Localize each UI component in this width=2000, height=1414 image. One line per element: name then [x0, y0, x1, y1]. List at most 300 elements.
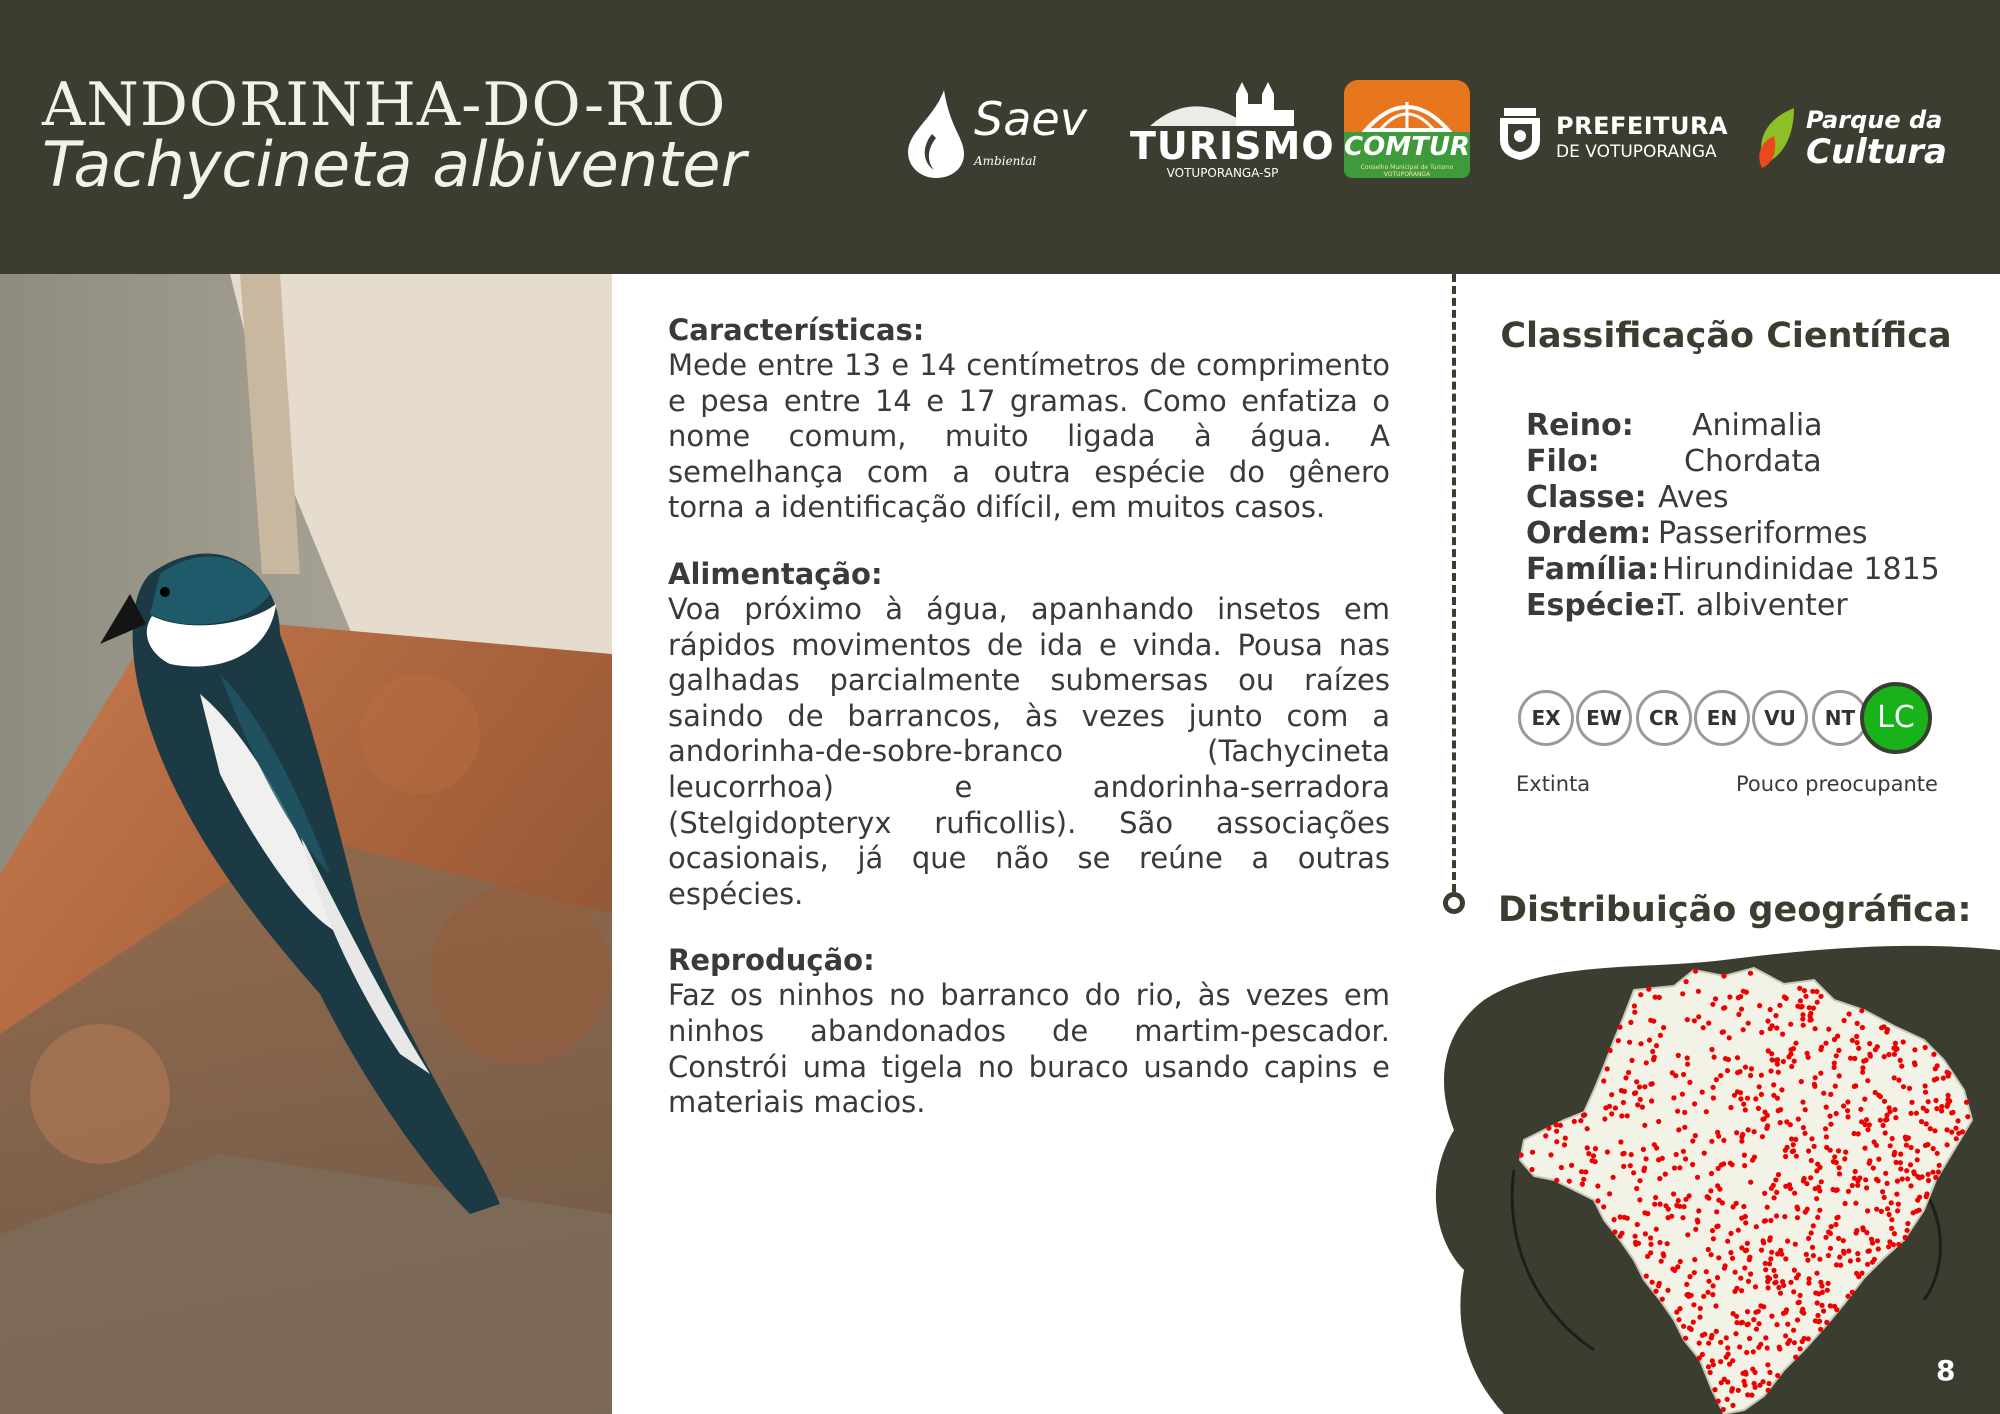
- distribution-point: [1845, 1294, 1850, 1299]
- distribution-point: [1704, 1269, 1709, 1274]
- distribution-point: [1629, 1152, 1634, 1157]
- distribution-point: [1853, 1169, 1858, 1174]
- distribution-point: [1743, 1214, 1748, 1219]
- distribution-point: [1908, 1162, 1913, 1167]
- class-row-reino: [1526, 408, 1940, 444]
- distribution-point: [1833, 1222, 1838, 1227]
- distribution-point: [1652, 1202, 1657, 1207]
- distribution-point: [1709, 1047, 1714, 1052]
- distribution-point: [1748, 1271, 1753, 1276]
- distribution-point: [1633, 1090, 1638, 1095]
- distribution-point: [1653, 995, 1658, 1000]
- distribution-point: [1543, 1133, 1548, 1138]
- classification-title: Classificação Científica: [1500, 316, 1952, 356]
- distribution-point: [1833, 1188, 1838, 1193]
- distribution-point: [1617, 1025, 1622, 1030]
- distribution-point: [1749, 1393, 1754, 1398]
- distribution-point: [1682, 1125, 1687, 1130]
- distribution-point: [1685, 1017, 1690, 1022]
- distribution-point: [1826, 1281, 1831, 1286]
- distribution-point: [1892, 1152, 1897, 1157]
- distribution-point: [1788, 1122, 1793, 1127]
- distribution-point: [1917, 1208, 1922, 1213]
- distribution-point: [1898, 1160, 1903, 1165]
- distribution-point: [1743, 1107, 1748, 1112]
- distribution-point: [1931, 1146, 1936, 1151]
- distribution-point: [1632, 1003, 1637, 1008]
- distribution-point: [1634, 1079, 1639, 1084]
- distribution-point: [1685, 1232, 1690, 1237]
- distribution-point: [1706, 1279, 1711, 1284]
- distribution-point: [1801, 1125, 1806, 1130]
- distribution-point: [1728, 1250, 1733, 1255]
- distribution-point: [1754, 1327, 1759, 1332]
- distribution-point: [1759, 1248, 1764, 1253]
- distribution-point: [1692, 1018, 1697, 1023]
- distribution-point: [1828, 1092, 1833, 1097]
- distribution-point: [1905, 1176, 1910, 1181]
- distribution-point: [1876, 1157, 1881, 1162]
- distribution-point: [1898, 1152, 1903, 1157]
- distribution-point: [1798, 1346, 1803, 1351]
- distribution-point: [1746, 1021, 1751, 1026]
- distribution-point: [1895, 1208, 1900, 1213]
- parque-da-cultura-logo: [1754, 104, 1964, 174]
- distribution-point: [1841, 1249, 1846, 1254]
- distribution-point: [1728, 1231, 1733, 1236]
- distribution-point: [1763, 1218, 1768, 1223]
- distribution-point: [1819, 1303, 1824, 1308]
- distribution-point: [1659, 1259, 1664, 1264]
- distribution-point: [1778, 1120, 1783, 1125]
- distribution-point: [1781, 1311, 1786, 1316]
- distribution-point: [1898, 1166, 1903, 1171]
- distribution-point: [1753, 1284, 1758, 1289]
- distribution-point: [1678, 1259, 1683, 1264]
- header-bar: [0, 0, 2000, 274]
- distribution-point: [1946, 1073, 1951, 1078]
- distribution-point: [1685, 1055, 1690, 1060]
- distribution-point: [1773, 1177, 1778, 1182]
- distribution-point: [1591, 1153, 1596, 1158]
- distribution-point: [1773, 1280, 1778, 1285]
- distribution-point: [1796, 1117, 1801, 1122]
- distribution-point: [1648, 1018, 1653, 1023]
- distribution-point: [1761, 1304, 1766, 1309]
- distribution-point: [1776, 1285, 1781, 1290]
- distribution-point: [1759, 1073, 1764, 1078]
- distribution-point: [1889, 1217, 1894, 1222]
- distribution-point: [1770, 1023, 1775, 1028]
- distribution-point: [1562, 1142, 1567, 1147]
- distribution-point: [1627, 1040, 1632, 1045]
- class-key: Classe:: [1526, 480, 1647, 515]
- distribution-point: [1717, 1187, 1722, 1192]
- distribution-point: [1721, 973, 1726, 978]
- distribution-point: [1937, 1163, 1942, 1168]
- distribution-point: [1861, 1227, 1866, 1232]
- distribution-point: [1947, 1098, 1952, 1103]
- distribution-point: [1828, 1246, 1833, 1251]
- distribution-point: [1730, 1256, 1735, 1261]
- distribution-point: [1695, 1175, 1700, 1180]
- turismo-brand-text: TURISMO: [1130, 124, 1335, 168]
- distribution-point: [1821, 1091, 1826, 1096]
- distribution-point: [1693, 969, 1698, 974]
- distribution-point: [1548, 1152, 1553, 1157]
- class-key: Espécie:: [1526, 588, 1667, 623]
- distribution-point: [1818, 1047, 1823, 1052]
- distribution-point: [1924, 1121, 1929, 1126]
- distribution-point: [1760, 1134, 1765, 1139]
- distribution-point: [1956, 1131, 1961, 1136]
- distribution-point: [1644, 1156, 1649, 1161]
- distribution-point: [1935, 1151, 1940, 1156]
- distribution-point: [1878, 1118, 1883, 1123]
- distribution-point: [1892, 1231, 1897, 1236]
- distribution-point: [1730, 1403, 1735, 1408]
- distribution-point: [1824, 1320, 1829, 1325]
- distribution-point: [1621, 1100, 1626, 1105]
- distribution-point: [1934, 1076, 1939, 1081]
- distribution-point: [1850, 1183, 1855, 1188]
- distribution-point: [1813, 1026, 1818, 1031]
- distribution-point: [1926, 1178, 1931, 1183]
- distribution-point: [1848, 1056, 1853, 1061]
- distribution-point: [1711, 1236, 1716, 1241]
- distribution-point: [1817, 1257, 1822, 1262]
- distribution-point: [1794, 1154, 1799, 1159]
- distribution-point: [1650, 1081, 1655, 1086]
- distribution-point: [1837, 1165, 1842, 1170]
- status-ex: EX: [1518, 690, 1574, 746]
- distribution-point: [1729, 1388, 1734, 1393]
- distribution-point: [1776, 1172, 1781, 1177]
- distribution-point: [1710, 1292, 1715, 1297]
- distribution-point: [1748, 1180, 1753, 1185]
- distribution-point: [1865, 1262, 1870, 1267]
- distribution-point: [1823, 1041, 1828, 1046]
- distribution-point: [1809, 1158, 1814, 1163]
- distribution-point: [1722, 1266, 1727, 1271]
- distribution-point: [1613, 1105, 1618, 1110]
- section-body: Faz os ninhos no barranco do rio, às vezes em ninhos abandonados de martim-pescador. Constrói uma tigela no buraco usando capins e materiais macios.: [668, 978, 1390, 1120]
- parque-line2-text: Cultura: [1806, 132, 1947, 172]
- distribution-point: [1884, 1029, 1889, 1034]
- distribution-point: [1714, 1209, 1719, 1214]
- distribution-point: [1676, 1317, 1681, 1322]
- distribution-point: [1734, 1130, 1739, 1135]
- distribution-point: [1815, 1300, 1820, 1305]
- distribution-point: [1889, 1226, 1894, 1231]
- distribution-point: [1802, 988, 1807, 993]
- distribution-point: [1681, 1204, 1686, 1209]
- distribution-point: [1791, 1142, 1796, 1147]
- distribution-point: [1751, 1317, 1756, 1322]
- distribution-point: [1893, 1115, 1898, 1120]
- distribution-point: [1774, 1322, 1779, 1327]
- distribution-point: [1711, 1362, 1716, 1367]
- distribution-point: [1757, 1003, 1762, 1008]
- distribution-point: [1896, 1078, 1901, 1083]
- class-value: Aves: [1658, 480, 1729, 515]
- distribution-point: [1702, 1151, 1707, 1156]
- distribution-point: [1800, 1100, 1805, 1105]
- distribution-point: [1653, 1289, 1658, 1294]
- distribution-point: [1605, 1066, 1610, 1071]
- distribution-point: [1765, 1345, 1770, 1350]
- distribution-point: [1887, 1212, 1892, 1217]
- distribution-point: [1701, 1025, 1706, 1030]
- distribution-point: [1697, 1315, 1702, 1320]
- distribution-map: [1424, 940, 2000, 1414]
- distribution-point: [1856, 1046, 1861, 1051]
- distribution-point: [1934, 1106, 1939, 1111]
- distribution-point: [1911, 1169, 1916, 1174]
- distribution-point: [1894, 1192, 1899, 1197]
- distribution-point: [1819, 1283, 1824, 1288]
- distribution-point: [1858, 1107, 1863, 1112]
- distribution-point: [1845, 1099, 1850, 1104]
- distribution-point: [1904, 1168, 1909, 1173]
- distribution-point: [1783, 1154, 1788, 1159]
- distribution-point: [1771, 1082, 1776, 1087]
- distribution-point: [1689, 1293, 1694, 1298]
- distribution-point: [1783, 1256, 1788, 1261]
- distribution-point: [1643, 1231, 1648, 1236]
- distribution-point: [1788, 1280, 1793, 1285]
- distribution-point: [1867, 1041, 1872, 1046]
- distribution-point: [1834, 1262, 1839, 1267]
- distribution-point: [1808, 1175, 1813, 1180]
- distribution-point: [1796, 1300, 1801, 1305]
- distribution-point: [1919, 1119, 1924, 1124]
- distribution-title: Distribuição geográfica:: [1498, 890, 1972, 930]
- distribution-point: [1769, 1186, 1774, 1191]
- distribution-point: [1657, 1176, 1662, 1181]
- distribution-point: [1810, 989, 1815, 994]
- distribution-point: [1767, 1261, 1772, 1266]
- distribution-point: [1823, 1235, 1828, 1240]
- distribution-point: [1792, 1059, 1797, 1064]
- turismo-logo: [1130, 80, 1335, 180]
- distribution-point: [1656, 1119, 1661, 1124]
- distribution-point: [1805, 1207, 1810, 1212]
- distribution-point: [1648, 1235, 1653, 1240]
- distribution-point: [1765, 1362, 1770, 1367]
- status-nt: NT: [1812, 690, 1868, 746]
- distribution-point: [1646, 987, 1651, 992]
- distribution-point: [1762, 1110, 1767, 1115]
- distribution-point: [1933, 1066, 1938, 1071]
- distribution-point: [1767, 1370, 1772, 1375]
- distribution-point: [1901, 1084, 1906, 1089]
- distribution-point: [1949, 1130, 1954, 1135]
- saev-brand-text: Saev: [974, 92, 1087, 146]
- distribution-point: [1925, 1142, 1930, 1147]
- distribution-point: [1595, 1198, 1600, 1203]
- distribution-point: [1828, 1303, 1833, 1308]
- distribution-point: [1923, 1083, 1928, 1088]
- saev-sub-text: Ambiental: [974, 154, 1037, 168]
- distribution-point: [1914, 1111, 1919, 1116]
- distribution-point: [1854, 1034, 1859, 1039]
- distribution-point: [1806, 1236, 1811, 1241]
- distribution-point: [1834, 1053, 1839, 1058]
- distribution-point: [1637, 1084, 1642, 1089]
- distribution-point: [1648, 1242, 1653, 1247]
- distribution-point: [1789, 1064, 1794, 1069]
- distribution-point: [1766, 1048, 1771, 1053]
- distribution-point: [1809, 1230, 1814, 1235]
- distribution-point: [1696, 1014, 1701, 1019]
- distribution-point: [1841, 1238, 1846, 1243]
- distribution-point: [1708, 1370, 1713, 1375]
- distribution-point: [1720, 1200, 1725, 1205]
- distribution-point: [1774, 1190, 1779, 1195]
- distribution-point: [1846, 1248, 1851, 1253]
- distribution-point: [1865, 1127, 1870, 1132]
- distribution-point: [1843, 1150, 1848, 1155]
- distribution-point: [1690, 1162, 1695, 1167]
- class-value: T. albiventer: [1662, 588, 1848, 623]
- distribution-point: [1788, 1022, 1793, 1027]
- distribution-point: [1665, 1241, 1670, 1246]
- distribution-point: [1709, 1139, 1714, 1144]
- distribution-point: [1653, 1195, 1658, 1200]
- distribution-point: [1649, 1098, 1654, 1103]
- distribution-point: [1777, 1346, 1782, 1351]
- distribution-point: [1647, 1038, 1652, 1043]
- distribution-point: [1865, 1078, 1870, 1083]
- class-value: Passeriformes: [1658, 516, 1868, 551]
- distribution-point: [1892, 1075, 1897, 1080]
- distribution-point: [1691, 1302, 1696, 1307]
- distribution-point: [1739, 1007, 1744, 1012]
- status-ew: EW: [1576, 690, 1632, 746]
- distribution-point: [1739, 1134, 1744, 1139]
- distribution-point: [1716, 1224, 1721, 1229]
- distribution-point: [1714, 1329, 1719, 1334]
- distribution-point: [1882, 1195, 1887, 1200]
- distribution-point: [1824, 1105, 1829, 1110]
- distribution-point: [1912, 1047, 1917, 1052]
- distribution-point: [1923, 1090, 1928, 1095]
- distribution-point: [1780, 1032, 1785, 1037]
- distribution-point: [1680, 1215, 1685, 1220]
- distribution-point: [1681, 1324, 1686, 1329]
- distribution-point: [1836, 1148, 1841, 1153]
- distribution-point: [1769, 1314, 1774, 1319]
- distribution-point: [1736, 1228, 1741, 1233]
- distribution-point: [1718, 1073, 1723, 1078]
- distribution-point: [1654, 1227, 1659, 1232]
- distribution-point: [1676, 1053, 1681, 1058]
- distribution-point: [1882, 1099, 1887, 1104]
- status-cr: CR: [1636, 690, 1692, 746]
- distribution-point: [1786, 1054, 1791, 1059]
- distribution-point: [1692, 1101, 1697, 1106]
- distribution-point: [1742, 1265, 1747, 1270]
- distribution-point: [1753, 1096, 1758, 1101]
- distribution-point: [1950, 1110, 1955, 1115]
- distribution-point: [1805, 1258, 1810, 1263]
- distribution-point: [1660, 1297, 1665, 1302]
- distribution-point: [1638, 1097, 1643, 1102]
- distribution-point: [1620, 1151, 1625, 1156]
- distribution-point: [1663, 1172, 1668, 1177]
- distribution-point: [1519, 1152, 1524, 1157]
- distribution-point: [1819, 1179, 1824, 1184]
- distribution-point: [1828, 1122, 1833, 1127]
- distribution-point: [1915, 1198, 1920, 1203]
- distribution-point: [1882, 1054, 1887, 1059]
- water-drop-icon: [904, 88, 974, 178]
- distribution-point: [1744, 990, 1749, 995]
- distribution-point: [1880, 1189, 1885, 1194]
- distribution-point: [1908, 1111, 1913, 1116]
- distribution-point: [1893, 1047, 1898, 1052]
- distribution-point: [1654, 1043, 1659, 1048]
- distribution-point: [1609, 1111, 1614, 1116]
- distribution-point: [1853, 1201, 1858, 1206]
- distribution-point: [1685, 1062, 1690, 1067]
- distribution-point: [1815, 1313, 1820, 1318]
- distribution-point: [1709, 1252, 1714, 1257]
- distribution-point: [1864, 1185, 1869, 1190]
- distribution-point: [1785, 1239, 1790, 1244]
- section-caracteristicas: [668, 312, 1390, 526]
- bird-on-rock-illustration: [0, 274, 612, 1414]
- distribution-point: [1704, 1109, 1709, 1114]
- distribution-point: [1583, 1169, 1588, 1174]
- distribution-point: [1862, 1097, 1867, 1102]
- distribution-point: [1593, 1146, 1598, 1151]
- distribution-point: [1791, 1148, 1796, 1153]
- distribution-point: [1683, 1197, 1688, 1202]
- distribution-point: [1741, 1027, 1746, 1032]
- distribution-point: [1711, 1095, 1716, 1100]
- turismo-sub-text: VOTUPORANGA-SP: [1166, 166, 1279, 180]
- distribution-point: [1804, 1252, 1809, 1257]
- distribution-point: [1687, 1274, 1692, 1279]
- distribution-point: [1809, 1017, 1814, 1022]
- distribution-point: [1728, 1161, 1733, 1166]
- distribution-point: [1863, 1177, 1868, 1182]
- distribution-point: [1725, 1068, 1730, 1073]
- distribution-point: [1693, 1133, 1698, 1138]
- distribution-point: [1874, 1207, 1879, 1212]
- distribution-point: [1683, 1336, 1688, 1341]
- distribution-point: [1798, 998, 1803, 1003]
- prefeitura-sub-text: DE VOTUPORANGA: [1556, 142, 1717, 162]
- distribution-point: [1690, 1138, 1695, 1143]
- distribution-point: [1619, 1113, 1624, 1118]
- dashed-divider: [1452, 274, 1456, 892]
- distribution-point: [1933, 1098, 1938, 1103]
- distribution-point: [1850, 1038, 1855, 1043]
- distribution-point: [1714, 1077, 1719, 1082]
- distribution-point: [1734, 1286, 1739, 1291]
- distribution-point: [1638, 992, 1643, 997]
- distribution-point: [1739, 1288, 1744, 1293]
- distribution-point: [1907, 1086, 1912, 1091]
- distribution-point: [1852, 1131, 1857, 1136]
- distribution-point: [1695, 1218, 1700, 1223]
- distribution-point: [1820, 1290, 1825, 1295]
- distribution-point: [1789, 1136, 1794, 1141]
- distribution-point: [1810, 1245, 1815, 1250]
